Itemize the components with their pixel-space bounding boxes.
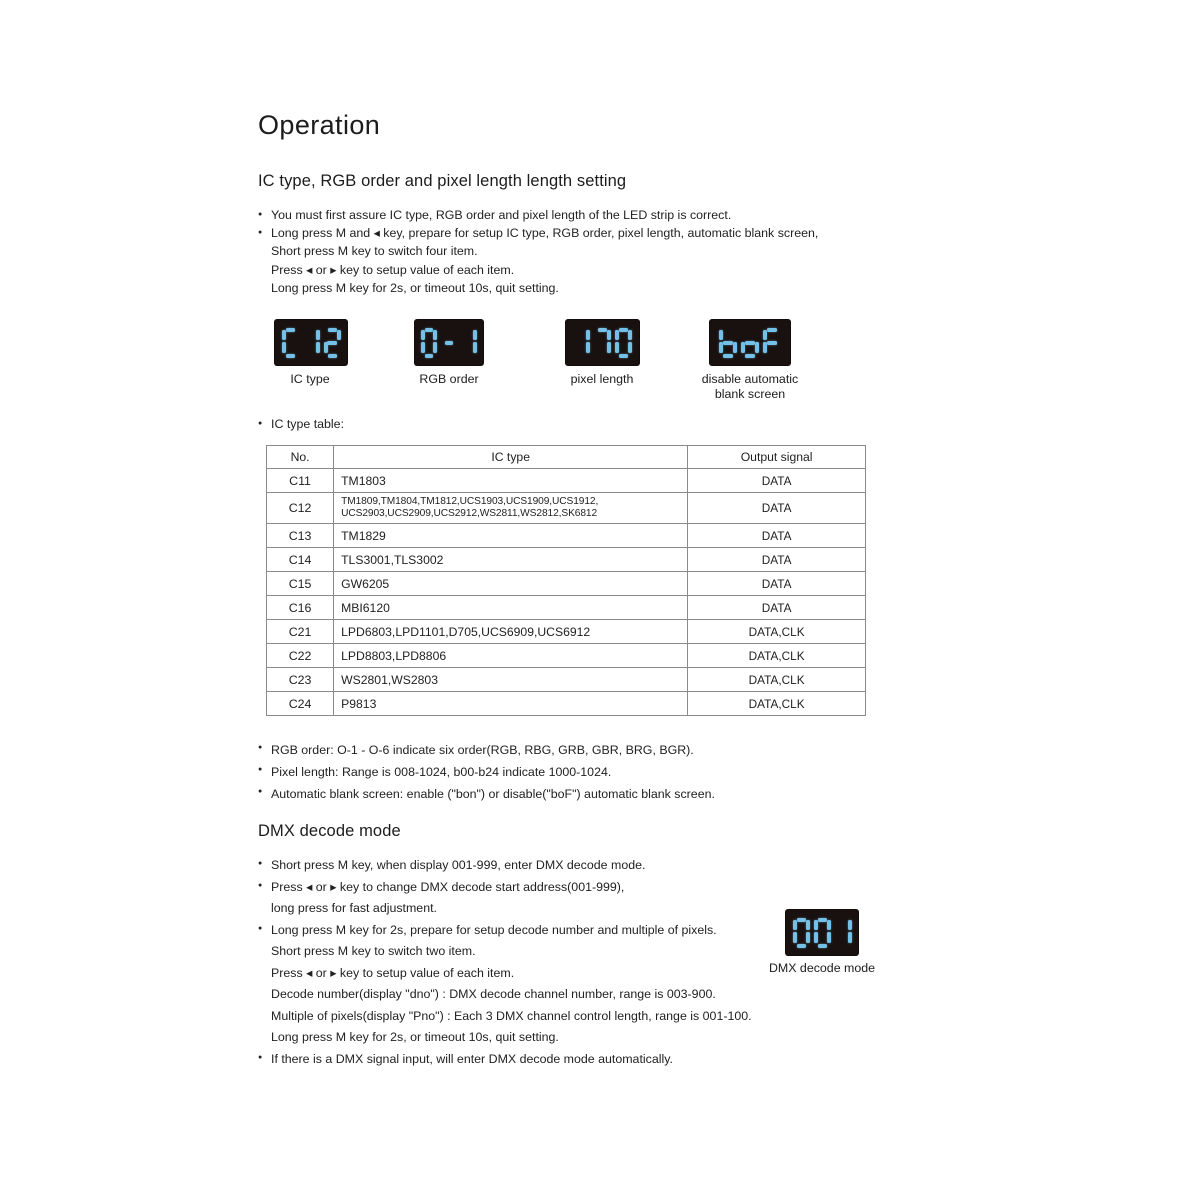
segment-c [473, 342, 477, 353]
cell-no: C13 [267, 524, 334, 548]
segment-g [767, 341, 778, 345]
led-caption-rgb-order: RGB order [419, 372, 479, 386]
segment-b [586, 330, 590, 341]
segment-d [619, 354, 628, 358]
segment-d [723, 354, 733, 358]
led-caption-dmx-decode: DMX decode mode [768, 961, 876, 975]
segment-e [282, 342, 286, 353]
segment-e [793, 932, 797, 943]
cell-ic-type: TM1803 [334, 469, 688, 493]
led-display-dmx-decode [786, 910, 858, 955]
column-header-ic-type: IC type [334, 446, 688, 469]
list-item-continuation: Multiple of pixels(display "Pno") : Each 3 DMX channel control length, range is 001-100. [271, 1008, 752, 1023]
segment-d [328, 354, 337, 358]
segment-c [586, 342, 590, 353]
segment-e [615, 342, 619, 353]
segment-c [316, 342, 320, 353]
list-item: ● Press ◂ or ▸ key to change DMX decode start address(001-999), [258, 877, 752, 899]
segment-a [767, 328, 777, 332]
cell-ic-type: MBI6120 [334, 596, 688, 620]
list-item-continuation: long press for fast adjustment. [271, 901, 437, 915]
page-title: Operation [258, 110, 381, 140]
table-row [267, 668, 866, 692]
led-display-ic-type [275, 320, 347, 365]
cell-no: C15 [267, 572, 334, 596]
segment-f [763, 330, 767, 341]
table-row [267, 524, 866, 548]
cell-no: C22 [267, 644, 334, 668]
seven-segment-char [741, 328, 759, 358]
segment-c [827, 932, 831, 943]
cell-output-signal: DATA [688, 469, 866, 493]
ic-setting-notes [258, 739, 715, 805]
seven-segment-char [835, 918, 852, 948]
seven-segment-char [793, 918, 810, 948]
table-row [267, 596, 866, 620]
table-header-row [267, 446, 866, 469]
list-item-continuation: Press ◂ or ▸ key to setup value of each item. [271, 965, 515, 980]
seven-segment-char [441, 328, 457, 358]
cell-no: C23 [267, 668, 334, 692]
segment-c [628, 342, 632, 353]
led-caption-blank-screen [685, 372, 815, 402]
seven-segment-char [461, 328, 477, 358]
cell-no: C12 [267, 493, 334, 524]
segment-b [848, 920, 852, 931]
list-item: ● IC type table: [258, 415, 344, 433]
section-heading-dmx: DMX decode mode [258, 822, 401, 840]
segment-c [607, 342, 611, 353]
led-display-rgb-order [415, 320, 483, 365]
list-item: ● You must first assure IC type, RGB order and pixel length of the LED strip is correct. [258, 206, 818, 224]
cell-output-signal: DATA,CLK [688, 668, 866, 692]
list-item-continuation: Decode number(display "dno") : DMX decode channel number, range is 003-900. [271, 987, 716, 1001]
segment-b [316, 330, 320, 341]
segment-a [818, 918, 827, 922]
segment-a [797, 918, 806, 922]
cell-ic-type: LPD8803,LPD8806 [334, 644, 688, 668]
cell-output-signal: DATA [688, 548, 866, 572]
cell-output-signal: DATA [688, 524, 866, 548]
seven-segment-char [303, 328, 320, 358]
segment-d [818, 944, 827, 948]
cell-output-signal: DATA,CLK [688, 644, 866, 668]
list-item: ● Pixel length: Range is 008-1024, b00-b24 indicate 1000-1024. [258, 761, 715, 783]
segment-c [806, 932, 810, 943]
ic-type-table [266, 445, 866, 716]
segment-f [793, 920, 797, 931]
list-item: ● Long press M and ◂ key, prepare for setup IC type, RGB order, pixel length, automatic blank screen, [258, 224, 818, 242]
segment-a [328, 328, 337, 332]
segment-g [327, 341, 337, 345]
segment-c [755, 342, 759, 353]
seven-segment-char [763, 328, 781, 358]
cell-ic-type [334, 493, 688, 524]
segment-f [282, 330, 286, 341]
dmx-list [258, 855, 752, 1070]
cell-no: C16 [267, 596, 334, 620]
list-item: ● Automatic blank screen: enable ("bon") or disable("boF") automatic blank screen. [258, 783, 715, 805]
segment-b [806, 920, 810, 931]
table-row [267, 572, 866, 596]
led-display-blank-screen [710, 320, 790, 365]
cell-output-signal: DATA [688, 493, 866, 524]
segment-d [745, 354, 755, 358]
seven-segment-char [573, 328, 590, 358]
led-caption-ic-type: IC type [290, 372, 330, 386]
ic-table-label [258, 415, 344, 433]
segment-g [723, 341, 734, 345]
cell-no: C14 [267, 548, 334, 572]
segment-b [337, 330, 341, 341]
cell-output-signal: DATA [688, 572, 866, 596]
segment-a [425, 328, 433, 332]
table-row [267, 692, 866, 716]
segment-g [445, 341, 454, 345]
segment-b [473, 330, 477, 341]
list-item-continuation: Short press M key to switch four item. [271, 244, 478, 259]
segment-d [425, 354, 433, 358]
segment-f [719, 330, 723, 341]
list-item-continuation: Press ◂ or ▸ key to setup value of each item. [271, 262, 515, 277]
seven-segment-char [615, 328, 632, 358]
led-display-pixel-length [566, 320, 639, 365]
seven-segment-char [421, 328, 437, 358]
column-header-output-signal: Output signal [688, 446, 866, 469]
table-row [267, 620, 866, 644]
seven-segment-char [814, 918, 831, 948]
list-item-continuation: Long press M key for 2s, or timeout 10s, quit setting. [271, 280, 559, 295]
table-row [267, 644, 866, 668]
segment-a [286, 328, 295, 332]
cell-ic-type: TLS3001,TLS3002 [334, 548, 688, 572]
segment-e [814, 932, 818, 943]
segment-c [733, 342, 737, 353]
cell-ic-type: P9813 [334, 692, 688, 716]
ic-setting-bullet-list [258, 206, 818, 297]
list-item: ● Short press M key, when display 001-999, enter DMX decode mode. [258, 855, 752, 877]
list-item: ● Long press M key for 2s, prepare for setup decode number and multiple of pixels. [258, 920, 752, 942]
led-caption-line-1: disable automatic [701, 372, 799, 386]
cell-ic-type: TM1829 [334, 524, 688, 548]
segment-c [848, 932, 852, 943]
cell-no: C11 [267, 469, 334, 493]
cell-no: C21 [267, 620, 334, 644]
segment-d [797, 944, 806, 948]
cell-no: C24 [267, 692, 334, 716]
table-row [267, 493, 866, 524]
segment-g [745, 341, 756, 345]
cell-ic-type: GW6205 [334, 572, 688, 596]
seven-segment-char [719, 328, 737, 358]
cell-ic-type-line-1: TM1809,TM1804,TM1812,UCS1903,UCS1909,UCS1912, [341, 495, 599, 507]
segment-f [814, 920, 818, 931]
segment-b [433, 330, 437, 341]
list-item-continuation: Short press M key to switch two item. [271, 944, 476, 958]
list-item-continuation: Long press M key for 2s, or timeout 10s, quit setting. [271, 1030, 559, 1044]
segment-a [598, 328, 607, 332]
cell-ic-type: WS2801,WS2803 [334, 668, 688, 692]
segment-e [421, 342, 425, 353]
list-item: ● If there is a DMX signal input, will enter DMX decode mode automatically. [258, 1049, 752, 1071]
cell-output-signal: DATA,CLK [688, 620, 866, 644]
cell-output-signal: DATA [688, 596, 866, 620]
seven-segment-char [594, 328, 611, 358]
cell-ic-type-line-2: UCS2903,UCS2909,UCS2912,WS2811,WS2812,SK6812 [341, 508, 598, 519]
cell-ic-type: LPD6803,LPD1101,D705,UCS6909,UCS6912 [334, 620, 688, 644]
segment-d [286, 354, 295, 358]
led-caption-pixel-length: pixel length [570, 372, 634, 386]
segment-b [827, 920, 831, 931]
table-row [267, 548, 866, 572]
segment-b [628, 330, 632, 341]
segment-b [607, 330, 611, 341]
cell-output-signal: DATA,CLK [688, 692, 866, 716]
list-item: ● RGB order: O-1 - O-6 indicate six order(RGB, RBG, GRB, GBR, BRG, BGR). [258, 739, 715, 761]
seven-segment-char [324, 328, 341, 358]
seven-segment-char [282, 328, 299, 358]
led-caption-line-2: blank screen [714, 387, 786, 401]
table-row [267, 469, 866, 493]
segment-f [421, 330, 425, 341]
segment-a [619, 328, 628, 332]
column-header-no: No. [267, 446, 334, 469]
segment-f [615, 330, 619, 341]
section-heading-ic-setting: IC type, RGB order and pixel length length setting [258, 172, 627, 190]
segment-c [433, 342, 437, 353]
